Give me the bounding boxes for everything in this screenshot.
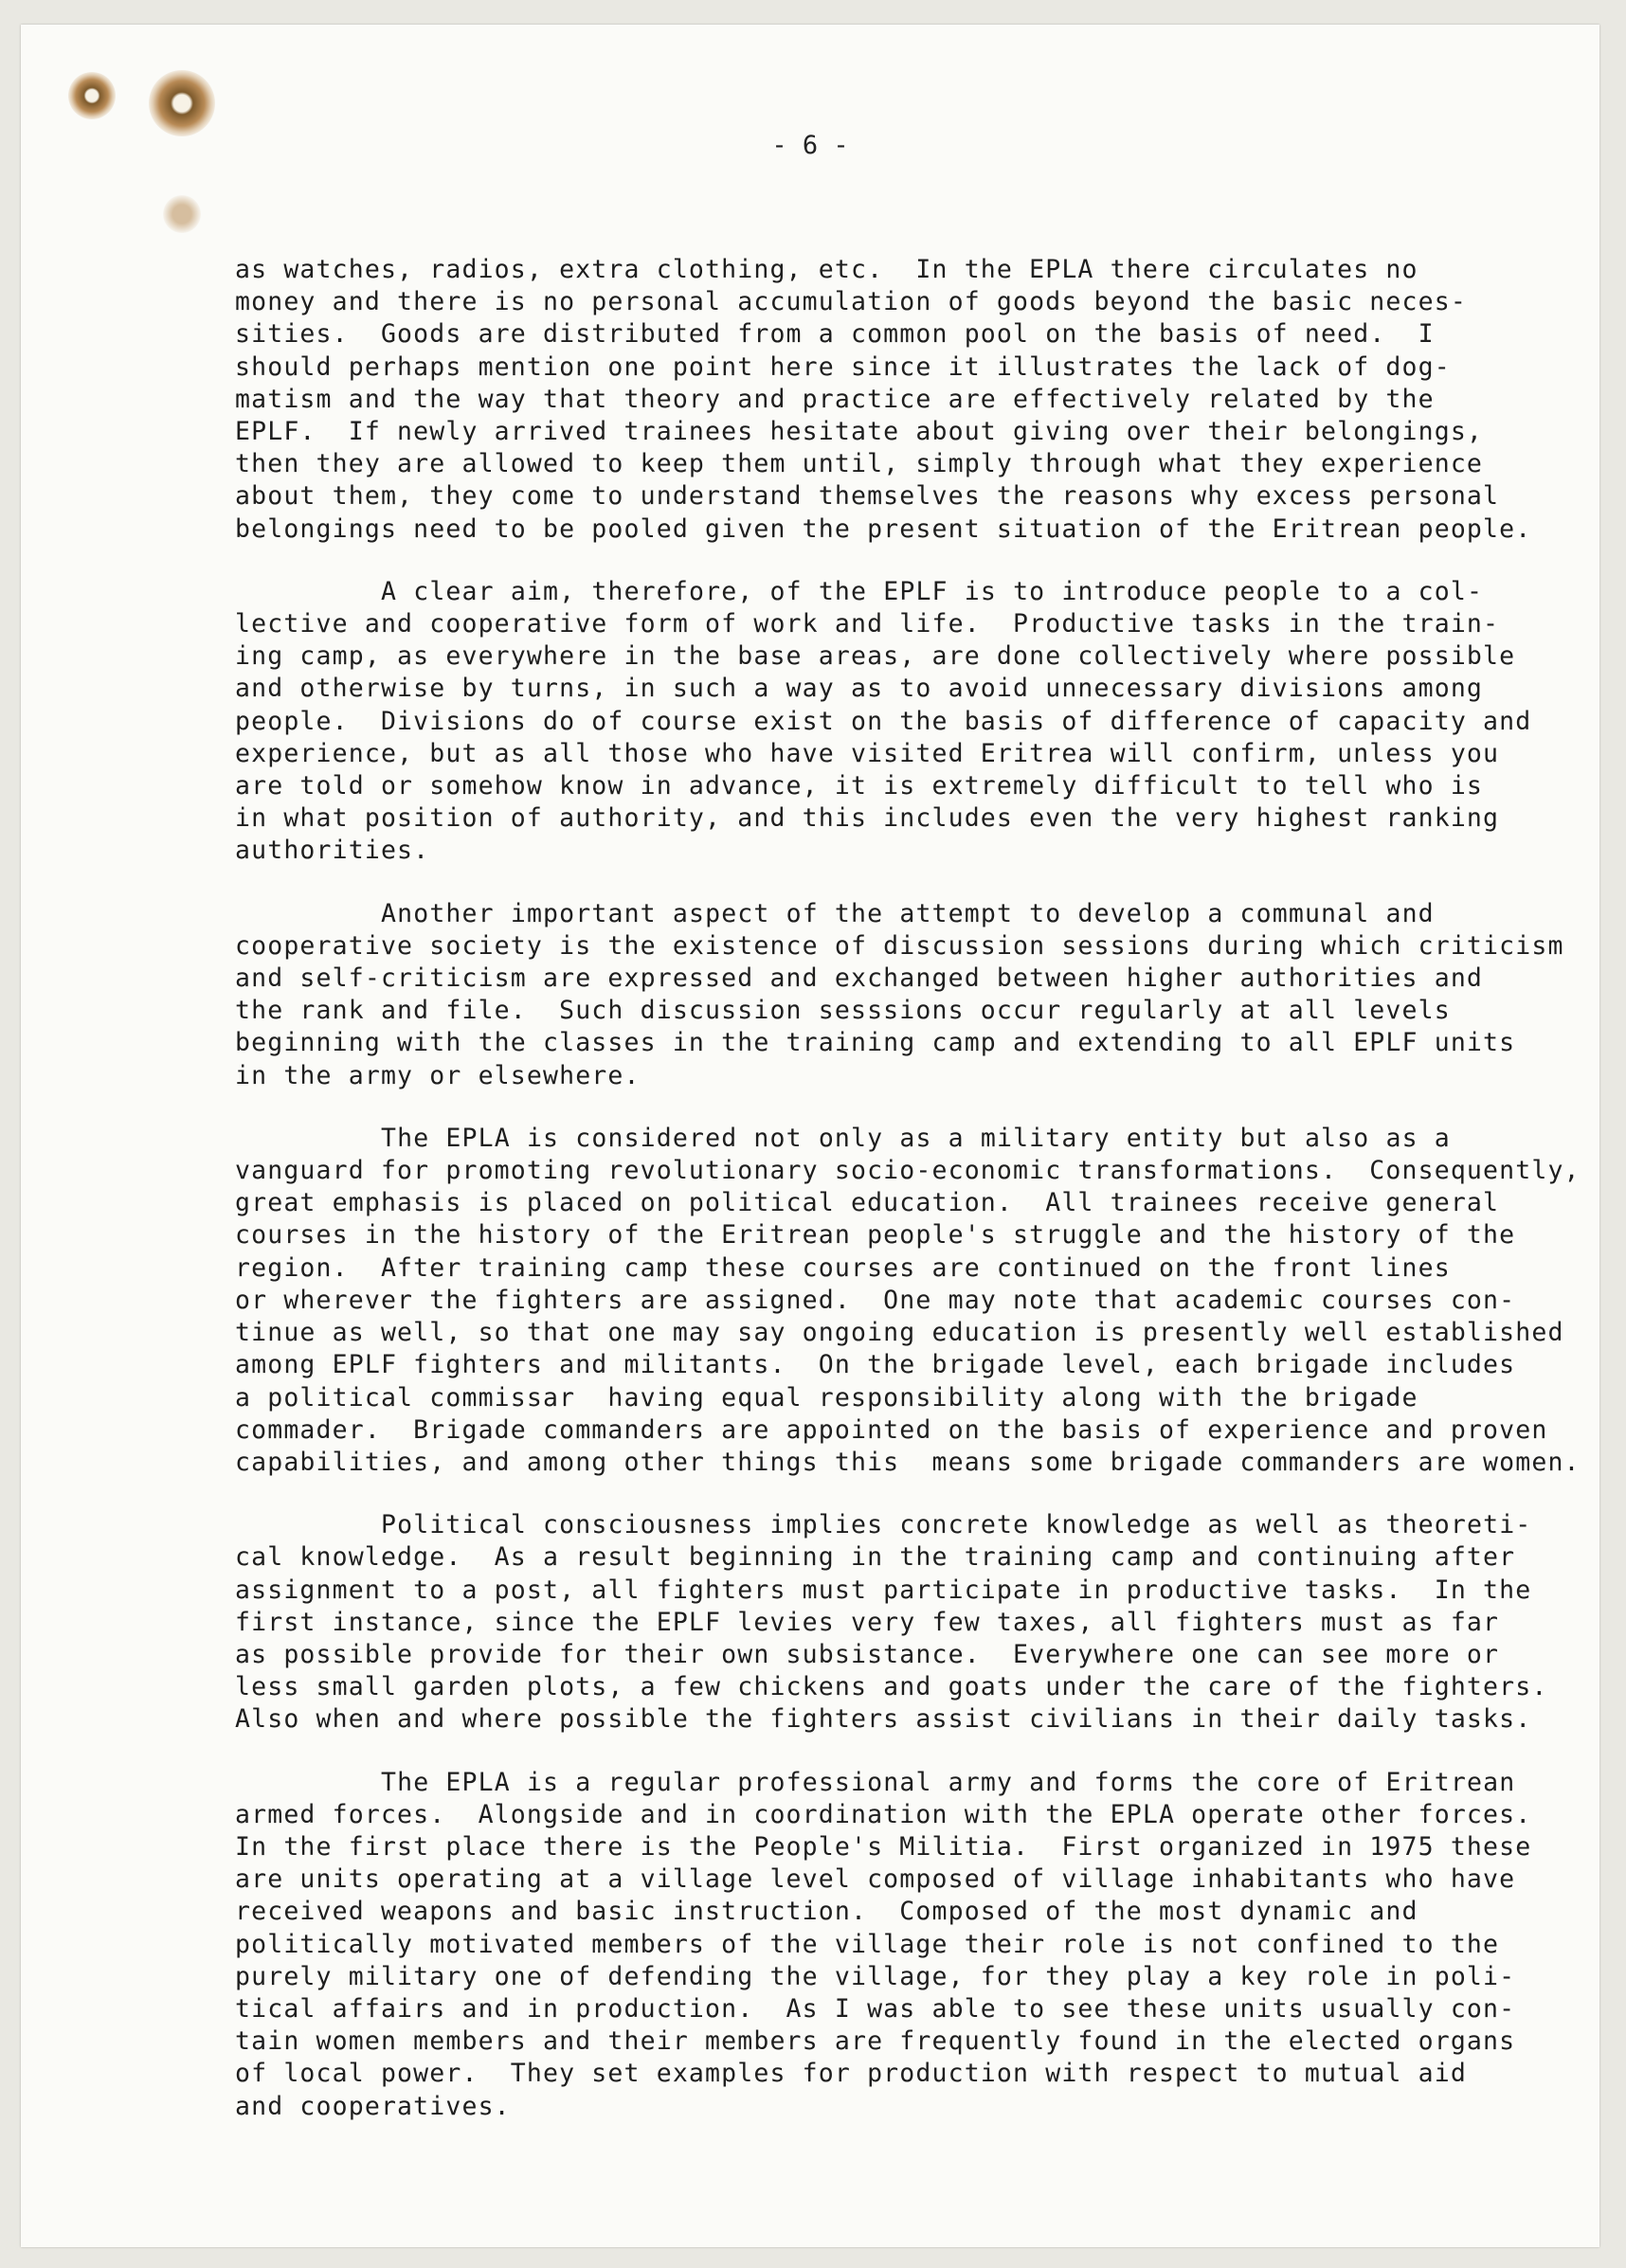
text-line: and self-criticism are expressed and exchanged between higher authorities and (235, 963, 1484, 994)
document-page (21, 25, 1599, 2247)
text-line: cooperative society is the existence of discussion sessions during which criticism (235, 930, 1564, 961)
text-line: money and there is no personal accumulation of goods beyond the basic neces- (235, 287, 1467, 317)
text-line: are units operating at a village level composed of village inhabitants who have (235, 1864, 1516, 1895)
paragraph (235, 898, 1581, 1092)
text-line: received weapons and basic instruction. Composed of the most dynamic and (235, 1897, 1418, 1927)
text-line: first instance, since the EPLF levies very few taxes, all fighters must as far (235, 1607, 1500, 1637)
paragraph (235, 1767, 1581, 2123)
text-line: capabilities, and among other things this means some brigade commanders are women. (235, 1447, 1581, 1477)
text-line: EPLF. If newly arrived trainees hesitate about giving over their belongings, (235, 417, 1484, 447)
text-line: vanguard for promoting revolutionary socio-economic transformations. Consequently, (235, 1156, 1581, 1186)
text-line: in what position of authority, and this includes even the very highest ranking (235, 803, 1500, 834)
text-line: are told or somehow know in advance, it is extremely difficult to tell who is (235, 771, 1484, 801)
punch-hole-left (68, 72, 116, 119)
text-line: then they are allowed to keep them until, simply through what they experience (235, 449, 1484, 479)
text-line: the rank and file. Such discussion sesssions occur regularly at all levels (235, 996, 1451, 1026)
paragraph (235, 254, 1581, 546)
text-line: great emphasis is placed on political education. All trainees receive general (235, 1188, 1500, 1218)
text-line: commader. Brigade commanders are appointed on the basis of experience and proven (235, 1414, 1548, 1445)
text-line: people. Divisions do of course exist on the basis of difference of capacity and (235, 706, 1532, 736)
text-line: and cooperatives. (235, 2091, 511, 2121)
text-line: belongings need to be pooled given the present situation of the Eritrean people. (235, 513, 1532, 544)
text-line: purely military one of defending the village, for they play a key role in poli- (235, 1961, 1516, 1991)
text-line: matism and the way that theory and practice are effectively related by the (235, 384, 1435, 414)
text-line: about them, they come to understand themselves the reasons why excess personal (235, 481, 1500, 512)
text-line: ing camp, as everywhere in the base areas, are done collectively where possible (235, 641, 1516, 672)
text-line: armed forces. Alongside and in coordination with the EPLA operate other forces. (235, 1799, 1532, 1829)
text-line: lective and cooperative form of work and life. Productive tasks in the train- (235, 609, 1500, 639)
text-line: politically motivated members of the village their role is not confined to the (235, 1929, 1500, 1959)
text-line: and otherwise by turns, in such a way as to avoid unnecessary divisions among (235, 674, 1484, 704)
text-line: authorities. (235, 836, 430, 866)
text-line: Also when and where possible the fighters assist civilians in their daily tasks. (235, 1704, 1532, 1735)
text-line: experience, but as all those who have visited Eritrea will confirm, unless you (235, 738, 1500, 768)
text-line: of local power. They set examples for production with respect to mutual aid (235, 2059, 1467, 2089)
paragraph (235, 576, 1581, 868)
text-line: assignment to a post, all fighters must participate in productive tasks. In the (235, 1575, 1532, 1605)
text-line: Political consciousness implies concrete knowledge as well as theoreti- (381, 1510, 1532, 1540)
punch-hole-right (149, 70, 215, 136)
text-line: less small garden plots, a few chickens and goats under the care of the fighters. (235, 1672, 1548, 1702)
text-line: Another important aspect of the attempt to develop a communal and (381, 898, 1435, 928)
text-line: region. After training camp these courses are continued on the front lines (235, 1252, 1451, 1283)
text-line: courses in the history of the Eritrean people's struggle and the history of the (235, 1220, 1516, 1251)
paragraph (235, 1123, 1581, 1479)
rust-stain (163, 195, 201, 233)
text-line: or wherever the fighters are assigned. One may note that academic courses con- (235, 1285, 1516, 1315)
text-line: cal knowledge. As a result beginning in the training camp and continuing after (235, 1542, 1516, 1573)
body-text (235, 254, 1581, 2153)
text-line: tinue as well, so that one may say ongoing education is presently well established (235, 1318, 1564, 1348)
text-line: as possible provide for their own subsistance. Everywhere one can see more or (235, 1639, 1500, 1669)
text-line: as watches, radios, extra clothing, etc. In the EPLA there circulates no (235, 255, 1418, 284)
text-line: a political commissar having equal responsibility along with the brigade (235, 1382, 1418, 1413)
text-line: sities. Goods are distributed from a common pool on the basis of need. I (235, 319, 1435, 350)
text-line: tain women members and their members are frequently found in the elected organs (235, 2026, 1516, 2057)
text-line: in the army or elsewhere. (235, 1060, 641, 1090)
text-line: The EPLA is considered not only as a military entity but also as a (381, 1123, 1451, 1153)
text-line: In the first place there is the People's Militia. First organized in 1975 these (235, 1831, 1532, 1862)
text-line: beginning with the classes in the training camp and extending to all EPLF units (235, 1028, 1516, 1058)
text-line: among EPLF fighters and militants. On the brigade level, each brigade includes (235, 1350, 1516, 1380)
paragraph (235, 1509, 1581, 1736)
text-line: tical affairs and in production. As I was able to see these units usually con- (235, 1993, 1516, 2024)
text-line: The EPLA is a regular professional army and forms the core of Eritrean (381, 1767, 1516, 1797)
text-line: A clear aim, therefore, of the EPLF is to introduce people to a col- (381, 576, 1484, 606)
text-line: should perhaps mention one point here since it illustrates the lack of dog- (235, 351, 1451, 382)
page-number: - 6 - (771, 131, 849, 160)
